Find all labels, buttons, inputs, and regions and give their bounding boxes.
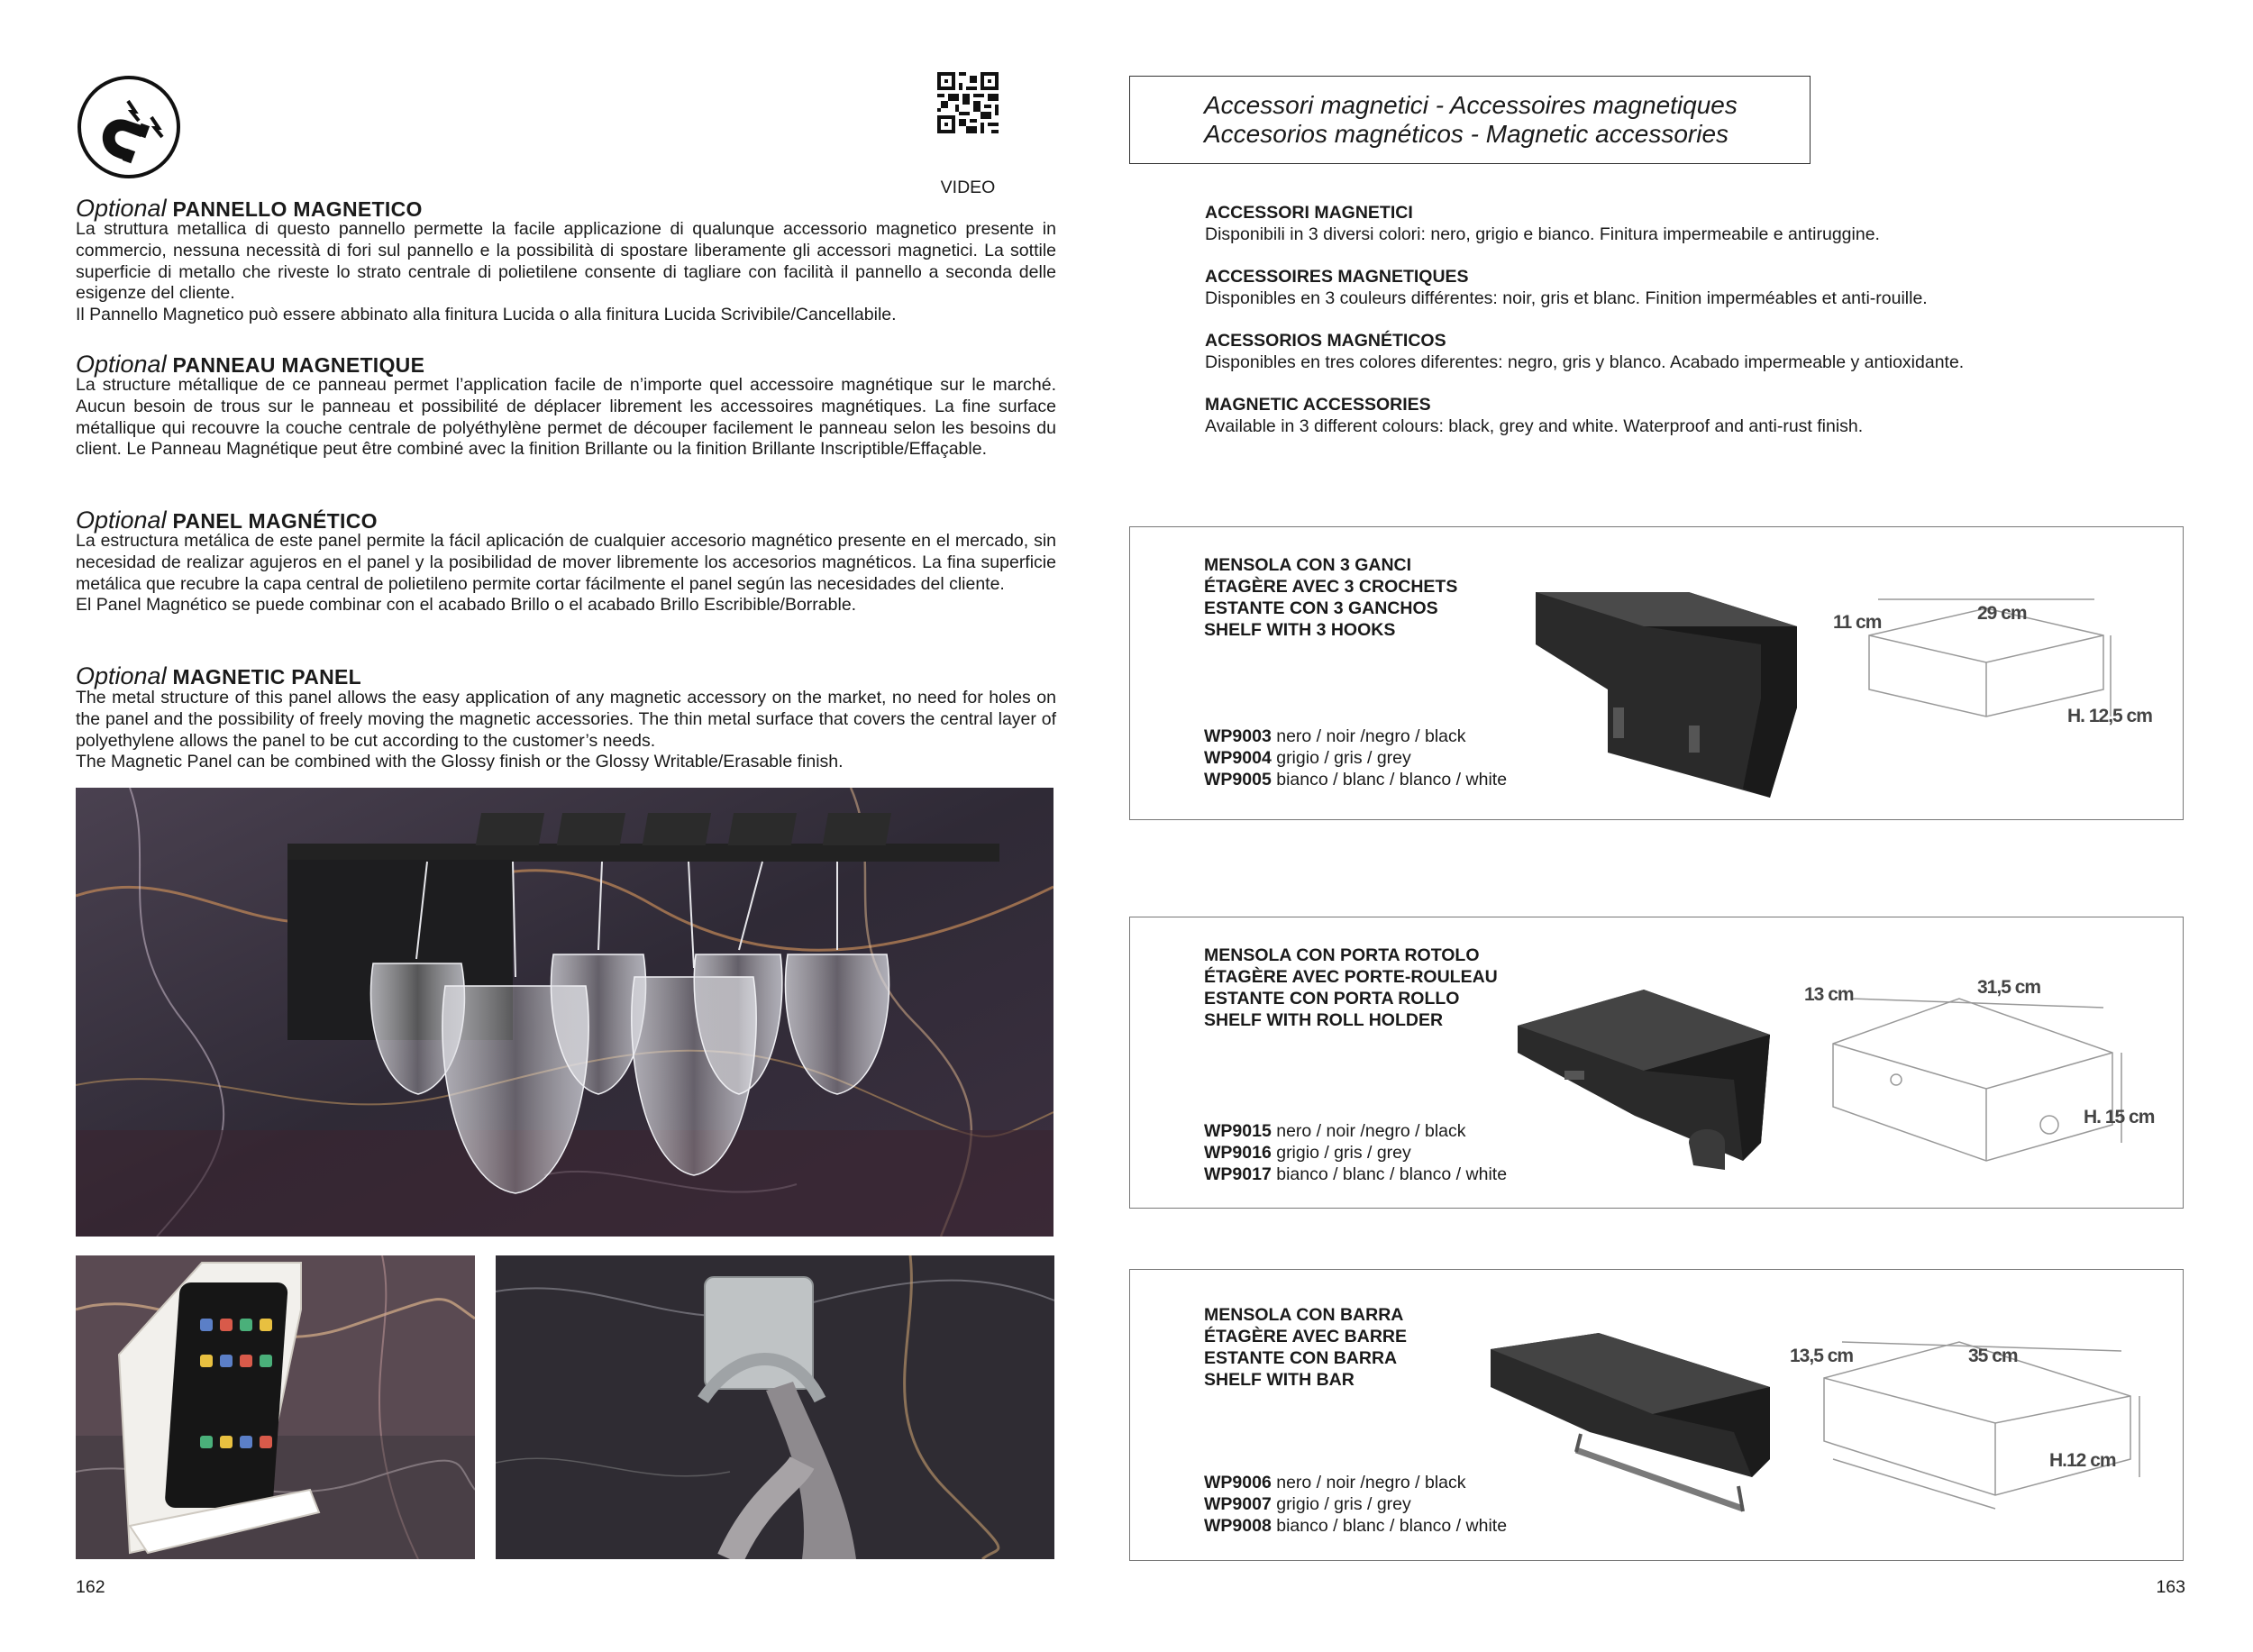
product-codes <box>1204 1120 1507 1185</box>
dim-width: 29 cm <box>1977 603 2027 624</box>
description-en <box>1205 394 2142 437</box>
shelf-roll-render <box>1500 990 1788 1188</box>
paragraph: The metal structure of this panel allows the easy application of any magnetic accessory on the market, no need for holes on the panel and the possibility of freely moving the magnetic accessories. The thin metal surface that covers the central layer of polyethylene allows the panel to be cut according to the customer’s needs. <box>76 688 1056 751</box>
right-header-box <box>1129 76 1811 164</box>
phone-holder-photo <box>76 1255 475 1559</box>
paragraph: El Panel Magnético se puede combinar con el acabado Brillo o el acabado Brillo Escribible/Borrable. <box>76 595 857 616</box>
optional-label: Optional <box>76 351 167 378</box>
product-code: WP9008 <box>1204 1516 1272 1536</box>
optional-label: Optional <box>76 195 167 222</box>
description-fr <box>1205 266 2142 309</box>
paragraph: La estructura metálica de este panel permite la fácil aplicación de cualquier accesorio magnético presente en el mercado, sin necesidad de realizar agujeros en el panel y la posibilidad de mover libremente los accesorios magnéticos. La fina superficie metálica que recubre la capa central de polietileno permite cortar fácilmente el panel según las necesidades del cliente. <box>76 531 1056 594</box>
optional-label: Optional <box>76 507 167 534</box>
dim-depth: 13 cm <box>1804 984 1854 1005</box>
shelf-hooks-render <box>1527 581 1815 798</box>
description-text: Disponibili in 3 diversi colori: nero, grigio e bianco. Finitura impermeabile e antiruggine. <box>1205 224 1880 244</box>
magnet-logo <box>76 74 182 180</box>
code-row <box>1204 1493 1507 1515</box>
product-name: ESTANTE CON PORTA ROLLO <box>1204 989 1460 1009</box>
product-name: ÉTAGÈRE AVEC BARRE <box>1204 1327 1407 1346</box>
hook-photo <box>496 1255 1054 1559</box>
product-name: ESTANTE CON 3 GANCHOS <box>1204 598 1438 618</box>
header-line-2: Accesorios magnéticos - Magnetic accessories <box>1204 120 1729 148</box>
dim-width: 35 cm <box>1968 1346 2018 1366</box>
section-heading: PANEL MAGNÉTICO <box>172 509 378 533</box>
dim-height: H. 12,5 cm <box>2067 706 2152 726</box>
product-code: WP9016 <box>1204 1143 1272 1163</box>
product-names <box>1204 1304 1407 1391</box>
section-body-es <box>76 531 1056 616</box>
color-desc: grigio / gris / grey <box>1276 1494 1411 1514</box>
product-names <box>1204 554 1457 641</box>
dim-width: 31,5 cm <box>1977 977 2041 998</box>
color-desc: grigio / gris / grey <box>1276 748 1411 768</box>
color-desc: bianco / blanc / blanco / white <box>1276 770 1508 789</box>
qr-code-icon <box>937 72 999 133</box>
paragraph: The Magnetic Panel can be combined with the Glossy finish or the Glossy Writable/Erasable finish. <box>76 752 844 772</box>
description-es <box>1205 330 2142 373</box>
product-codes <box>1204 726 1507 790</box>
description-title: ACCESSORI MAGNETICI <box>1205 203 1413 223</box>
color-desc: grigio / gris / grey <box>1276 1143 1411 1163</box>
page-number-left: 162 <box>76 1577 105 1597</box>
product-code: WP9015 <box>1204 1121 1272 1141</box>
color-desc: bianco / blanc / blanco / white <box>1276 1164 1508 1184</box>
product-card-3-hooks <box>1129 526 2184 820</box>
product-code: WP9004 <box>1204 748 1272 768</box>
paragraph: La structure métallique de ce panneau permet l’application facile de n’importe quel accessoire magnétique sur le marché. Aucun besoin de trous sur le panneau et possibilité de déplacer librement les accessoires magnétiques. La fine surface métallique qui recouvre la couche centrale de polyéthylène permet de découper facilement le panneau selon les besoins du client. Le Panneau Magnétique peut être combiné avec la finition Brillante ou la finition Brillante Inscriptible/Effaçable. <box>76 375 1056 460</box>
qr-code[interactable] <box>937 72 999 133</box>
section-body-it <box>76 219 1056 326</box>
product-code: WP9006 <box>1204 1473 1272 1492</box>
description-title: ACCESSOIRES MAGNETIQUES <box>1205 267 1469 287</box>
product-code: WP9007 <box>1204 1494 1272 1514</box>
section-heading: MAGNETIC PANEL <box>172 665 362 689</box>
page-number-right: 163 <box>2156 1577 2185 1597</box>
code-row <box>1204 726 1507 747</box>
product-card-bar <box>1129 1269 2184 1561</box>
description-it <box>1205 202 2142 245</box>
code-row <box>1204 1164 1507 1185</box>
product-code: WP9005 <box>1204 770 1272 789</box>
magnet-icon <box>76 74 182 180</box>
product-card-roll-holder <box>1129 917 2184 1209</box>
code-row <box>1204 1142 1507 1164</box>
dim-depth: 11 cm <box>1833 612 1882 633</box>
paragraph: Il Pannello Magnetico può essere abbinato alla finitura Lucida o alla finitura Lucida Scrivibile/Cancellabile. <box>76 305 897 325</box>
color-desc: nero / noir /negro / black <box>1276 726 1466 746</box>
description-text: Disponibles en 3 couleurs différentes: noir, gris et blanc. Finition imperméables et anti-rouille. <box>1205 288 1928 308</box>
optional-label: Optional <box>76 662 167 689</box>
description-text: Disponibles en tres colores diferentes: negro, gris y blanco. Acabado impermeable y antioxidante. <box>1205 352 1965 372</box>
product-name: MENSOLA CON PORTA ROTOLO <box>1204 945 1480 965</box>
section-body-fr <box>76 375 1056 461</box>
code-row <box>1204 1472 1507 1493</box>
code-row <box>1204 1120 1507 1142</box>
product-name: ESTANTE CON BARRA <box>1204 1348 1398 1368</box>
color-desc: nero / noir /negro / black <box>1276 1473 1466 1492</box>
description-text: Available in 3 different colours: black, grey and white. Waterproof and anti-rust finish. <box>1205 416 1864 436</box>
wine-glass-rack-photo <box>76 788 1054 1237</box>
product-code: WP9003 <box>1204 726 1272 746</box>
product-name: SHELF WITH 3 HOOKS <box>1204 620 1396 640</box>
product-codes <box>1204 1472 1507 1537</box>
product-code: WP9017 <box>1204 1164 1272 1184</box>
product-name: SHELF WITH ROLL HOLDER <box>1204 1010 1444 1030</box>
section-heading: PANNEAU MAGNETIQUE <box>172 353 425 377</box>
section-body-en <box>76 688 1056 773</box>
product-name: ÉTAGÈRE AVEC 3 CROCHETS <box>1204 577 1458 597</box>
header-line-1: Accessori magnetici - Accessoires magnetiques <box>1204 91 1738 119</box>
description-title: MAGNETIC ACCESSORIES <box>1205 395 1431 415</box>
shelf-roll-drawing <box>1815 981 2139 1170</box>
description-title: ACESSORIOS MAGNÉTICOS <box>1205 331 1446 351</box>
product-names <box>1204 945 1498 1031</box>
color-desc: bianco / blanc / blanco / white <box>1276 1516 1508 1536</box>
product-name: MENSOLA CON BARRA <box>1204 1305 1404 1325</box>
paragraph: La struttura metallica di questo pannello permette la facile applicazione di qualunque accessorio magnetico presente in commercio, nessuna necessità di fori sul pannello e la possibilità di spostare liberamente gli accessori magnetici. La sottile superficie di metallo che riveste lo strato centrale di polietilene consente di tagliare con facilità il pannello a seconda delle esigenze del cliente. <box>76 219 1056 304</box>
section-title-en <box>76 662 361 690</box>
dim-height: H.12 cm <box>2049 1450 2116 1471</box>
code-row <box>1204 769 1507 790</box>
dim-depth: 13,5 cm <box>1790 1346 1854 1366</box>
code-row <box>1204 747 1507 769</box>
product-name: SHELF WITH BAR <box>1204 1370 1355 1390</box>
color-desc: nero / noir /negro / black <box>1276 1121 1466 1141</box>
section-heading: PANNELLO MAGNETICO <box>172 197 423 221</box>
product-name: MENSOLA CON 3 GANCI <box>1204 555 1412 575</box>
product-name: ÉTAGÈRE AVEC PORTE-ROULEAU <box>1204 967 1498 987</box>
shelf-bar-render <box>1482 1333 1779 1531</box>
code-row <box>1204 1515 1507 1537</box>
dim-height: H. 15 cm <box>2084 1107 2155 1127</box>
qr-label: VIDEO <box>940 178 996 197</box>
